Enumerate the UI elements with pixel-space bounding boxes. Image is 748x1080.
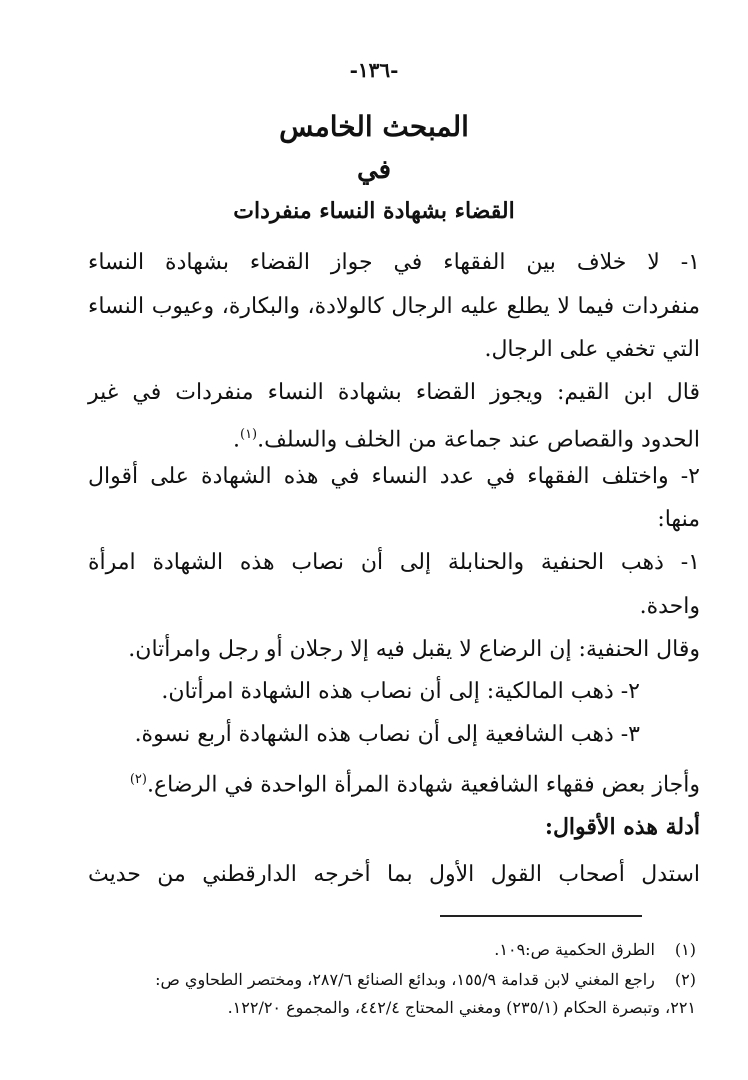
footnote-ref-2: (٢) — [129, 772, 147, 787]
section-title: المبحث الخامس — [279, 110, 469, 143]
footnote-2-continuation — [96, 996, 696, 1020]
paragraph-4-line-2: واحدة. — [639, 594, 700, 619]
footnote-ref-1: (١) — [239, 427, 258, 442]
paragraph-1-line-2: منفردات فيما لا يطلع عليه الرجال كالولادة، والبكارة، وعيوب النساء — [88, 294, 700, 319]
paragraph-3-line-1: ٢- واختلف الفقهاء في عدد النساء في هذه الشهادة على أقوال — [88, 464, 700, 489]
page-number: -١٣٦- — [349, 58, 399, 82]
paragraph-2-line-1: قال ابن القيم: ويجوز القضاء بشهادة النساء منفردات في غير — [88, 380, 700, 405]
footnote-1-number: (١) — [674, 940, 696, 959]
paragraph-8-text: وأجاز بعض فقهاء الشافعية شهادة المرأة الواحدة في الرضاع. — [146, 772, 700, 798]
paragraph-1-line-1: ١- لا خلاف بين الفقهاء في جواز القضاء بشهادة النساء — [88, 250, 700, 275]
footnote-2 — [96, 968, 696, 992]
paragraph-4-line-1: ١- ذهب الحنفية والحنابلة إلى أن نصاب هذه الشهادة امرأة — [88, 550, 700, 575]
footnote-2-text-line-1: راجع المغني لابن قدامة ١٥٥/٩، وبدائع الصنائع ٢٨٧/٦، ومختصر الطحاوي ص: — [155, 970, 655, 989]
paragraph-6: ٢- ذهب المالكية: إلى أن نصاب هذه الشهادة امرأتان. — [161, 679, 640, 704]
paragraph-1-line-3: التي تخفي على الرجال. — [484, 337, 700, 362]
footnote-1 — [96, 938, 696, 962]
footnote-divider — [440, 915, 642, 917]
footnote-2-text-line-2: ٢٢١، وتبصرة الحكام (٢٣٥/١) ومغني المحتاج ٤٤٢/٤، والمجموع ١٢٢/٢٠. — [227, 998, 696, 1017]
paragraph-5: وقال الحنفية: إن الرضاع لا يقبل فيه إلا رجلان أو رجل وامرأتان. — [128, 637, 700, 662]
paragraph-9: استدل أصحاب القول الأول بما أخرجه الدارقطني من حديث — [88, 862, 700, 887]
footnote-1-text: الطرق الحكمية ص:١٠٩. — [494, 940, 655, 959]
paragraph-8 — [88, 765, 700, 800]
section-title-fi: في — [356, 155, 392, 185]
section-subtitle: القضاء بشهادة النساء منفردات — [233, 198, 515, 224]
paragraph-3-line-2: منها: — [657, 507, 700, 532]
evidence-heading: أدلة هذه الأقوال: — [544, 814, 700, 840]
footnote-2-number: (٢) — [674, 970, 696, 989]
paragraph-2-line-2-text: الحدود والقصاص عند جماعة من الخلف والسلف. — [257, 427, 700, 453]
paragraph-7: ٣- ذهب الشافعية إلى أن نصاب هذه الشهادة أربع نسوة. — [134, 722, 640, 747]
paragraph-2-line-2 — [88, 420, 700, 455]
paragraph-2-line-2-end: . — [232, 427, 240, 453]
